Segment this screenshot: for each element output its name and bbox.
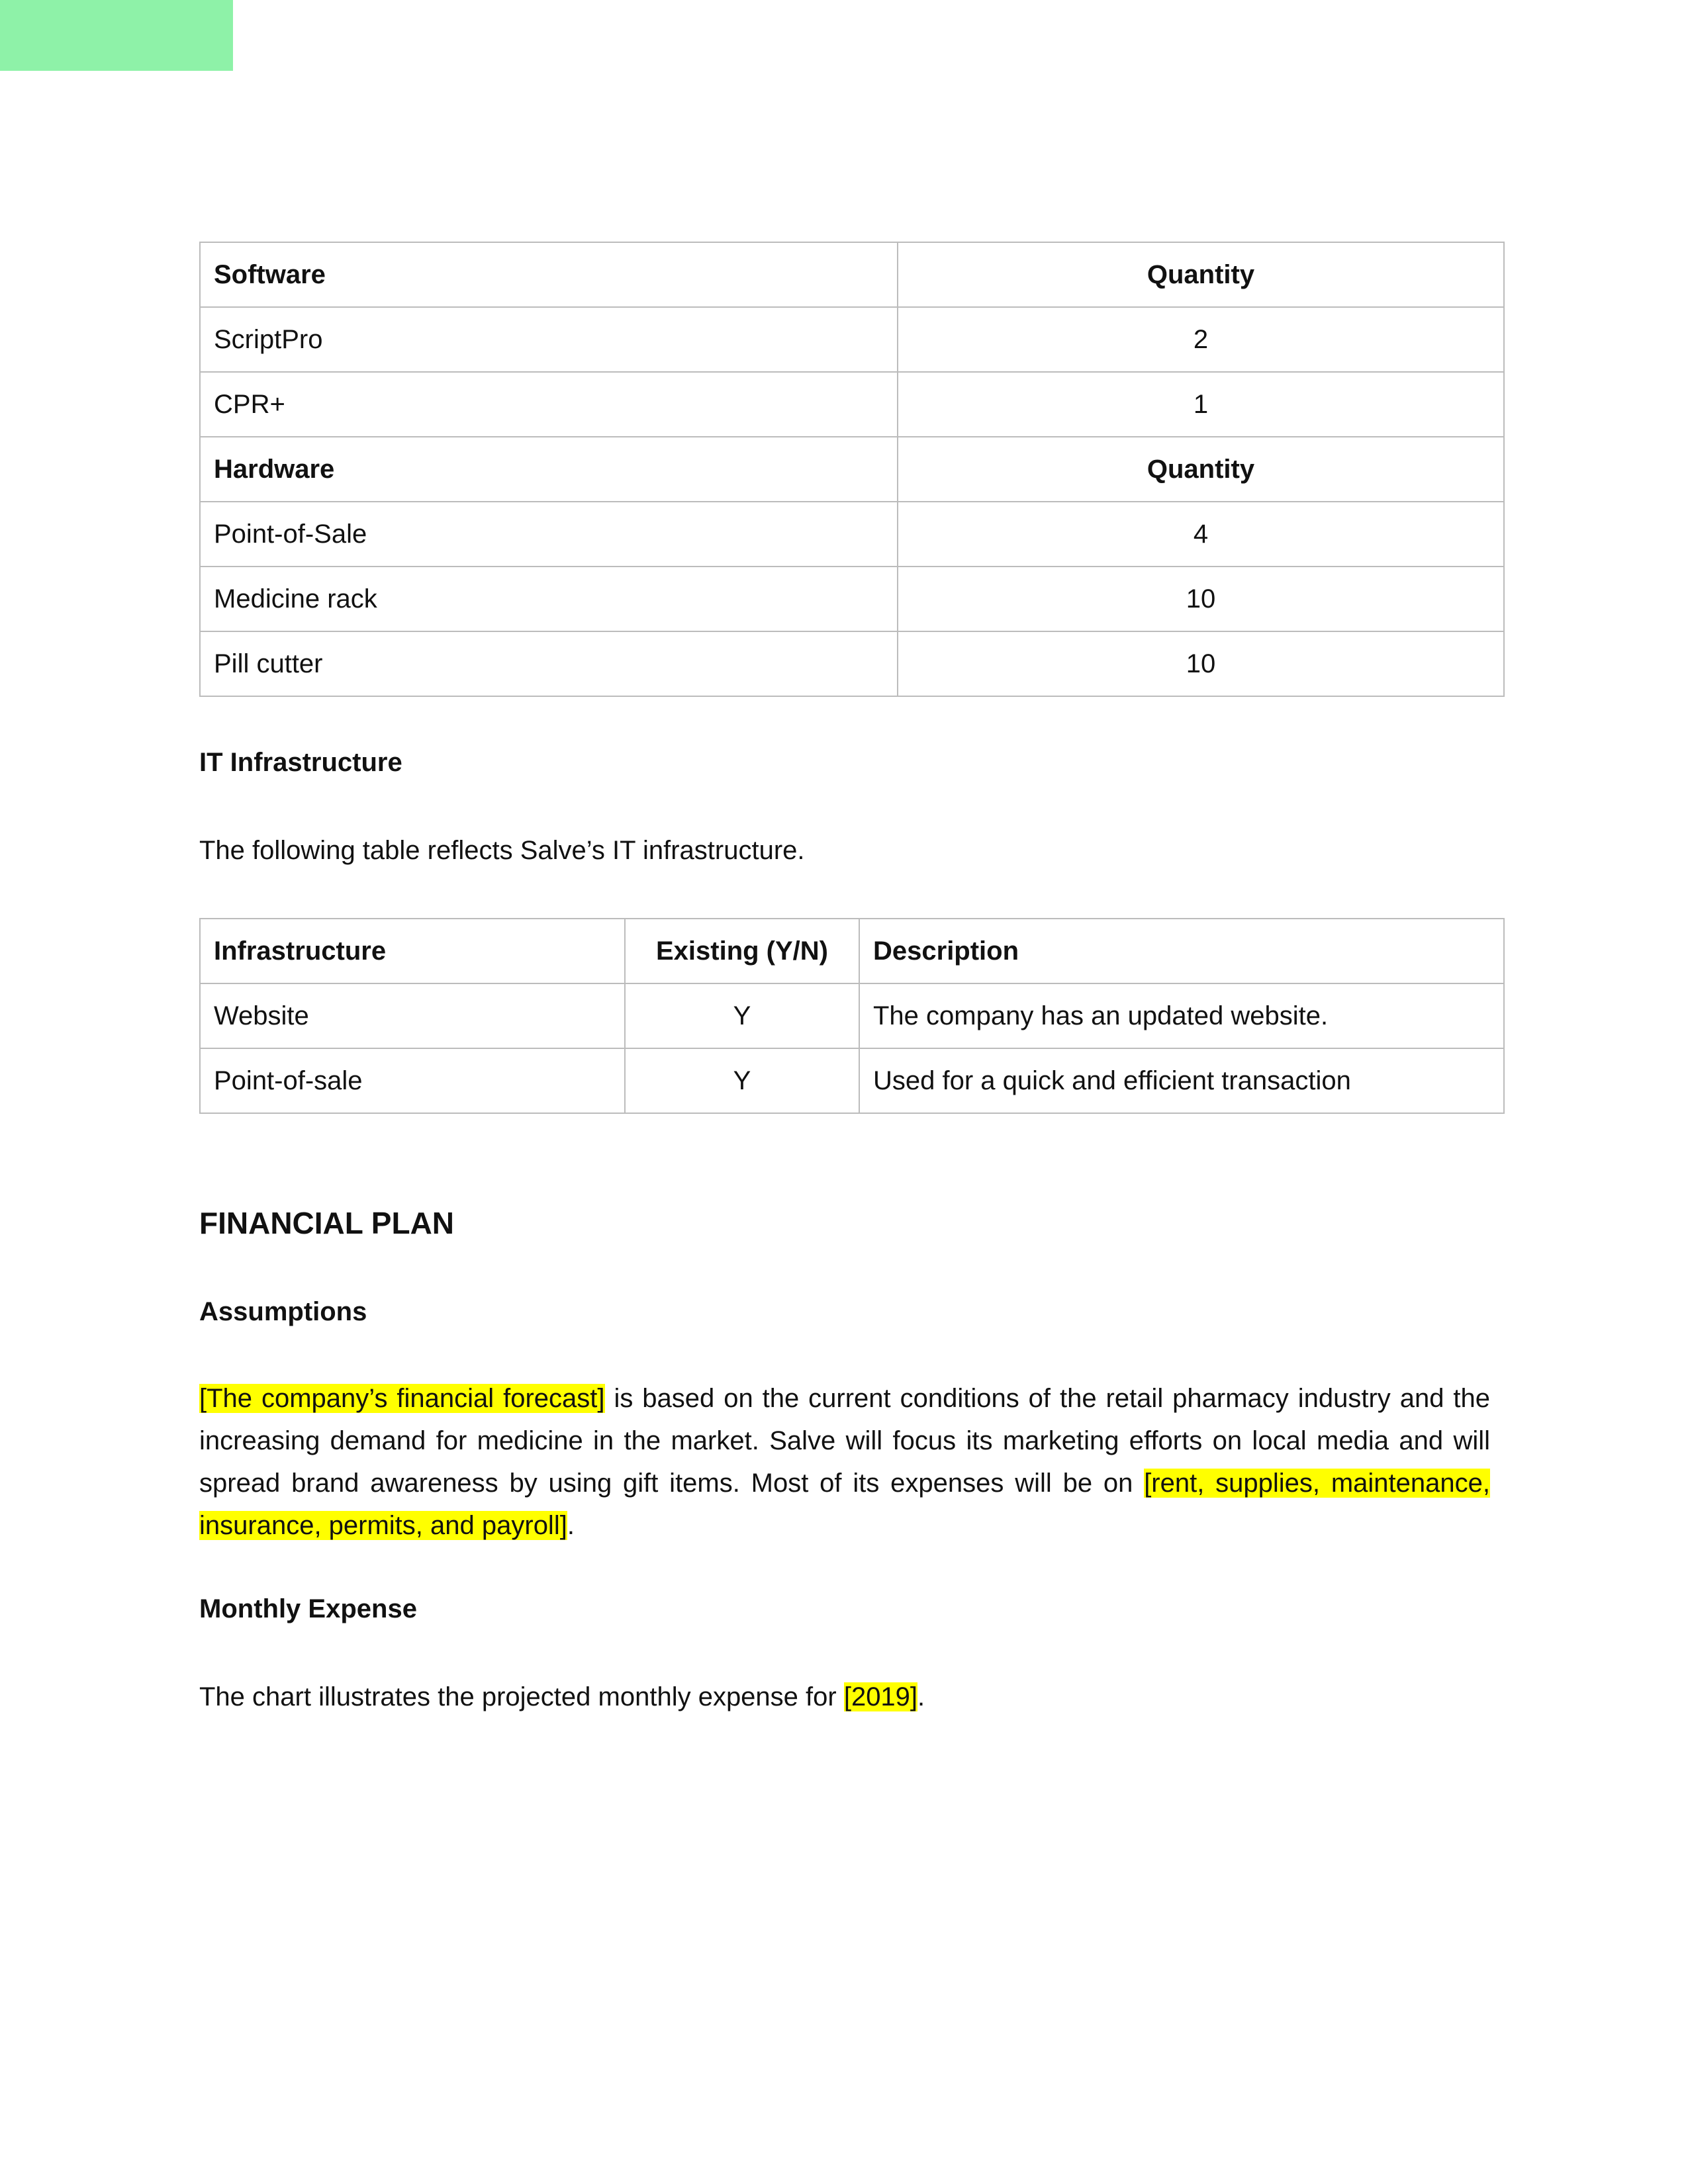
description-cell: Used for a quick and efficient transaction: [859, 1048, 1504, 1113]
equipment-table: [199, 242, 1505, 697]
paragraph-text: is based on the current conditions of the retail pharmacy industry and the increasing demand for medicine in the market. Salve will focus its marketing efforts on local media and will spread brand awareness by using gift items. Most of its expenses will be on: [199, 1384, 1490, 1498]
quantity-header: Quantity: [898, 242, 1504, 307]
existing-header: Existing (Y/N): [625, 919, 859, 983]
table-row: [200, 1048, 1504, 1113]
item-cell: CPR+: [200, 372, 898, 437]
description-cell: The company has an updated website.: [859, 983, 1504, 1048]
existing-cell: Y: [625, 1048, 859, 1113]
infrastructure-header: Infrastructure: [200, 919, 625, 983]
corner-tab: [0, 0, 233, 71]
hardware-header: Hardware: [200, 437, 898, 502]
table-row: [200, 631, 1504, 696]
table-row: [200, 502, 1504, 567]
highlighted-text: [rent, supplies, maintenance, insurance, permits, and payroll]: [199, 1469, 1490, 1540]
description-header: Description: [859, 919, 1504, 983]
table-header-row: [200, 919, 1504, 983]
infrastructure-cell: Website: [200, 983, 625, 1048]
quantity-cell: 1: [898, 372, 1504, 437]
table-row: [200, 372, 1504, 437]
assumptions-paragraph: [199, 1377, 1490, 1547]
table-row: [200, 983, 1504, 1048]
infrastructure-table: [199, 918, 1505, 1114]
quantity-cell: 4: [898, 502, 1504, 567]
financial-plan-title: FINANCIAL PLAN: [199, 1206, 455, 1240]
paragraph-text: The chart illustrates the projected monthly expense for: [199, 1682, 844, 1711]
monthly-expense-heading: Monthly Expense: [199, 1594, 417, 1623]
it-infrastructure-heading: IT Infrastructure: [199, 748, 402, 777]
highlighted-text: [The company’s financial forecast]: [199, 1384, 605, 1413]
item-cell: Point-of-Sale: [200, 502, 898, 567]
paragraph-text: .: [917, 1682, 925, 1711]
table-row: [200, 307, 1504, 372]
item-cell: Pill cutter: [200, 631, 898, 696]
highlighted-text: [2019]: [843, 1682, 918, 1711]
item-cell: Medicine rack: [200, 567, 898, 631]
it-infrastructure-intro: The following table reflects Salve’s IT infrastructure.: [199, 836, 805, 865]
table-header-row: [200, 437, 1504, 502]
quantity-cell: 10: [898, 567, 1504, 631]
software-header: Software: [200, 242, 898, 307]
monthly-expense-paragraph: [199, 1676, 1490, 1718]
paragraph-text: .: [567, 1511, 575, 1540]
quantity-cell: 2: [898, 307, 1504, 372]
quantity-cell: 10: [898, 631, 1504, 696]
existing-cell: Y: [625, 983, 859, 1048]
assumptions-heading: Assumptions: [199, 1297, 367, 1326]
quantity-header: Quantity: [898, 437, 1504, 502]
infrastructure-cell: Point-of-sale: [200, 1048, 625, 1113]
table-row: [200, 567, 1504, 631]
item-cell: ScriptPro: [200, 307, 898, 372]
table-header-row: [200, 242, 1504, 307]
